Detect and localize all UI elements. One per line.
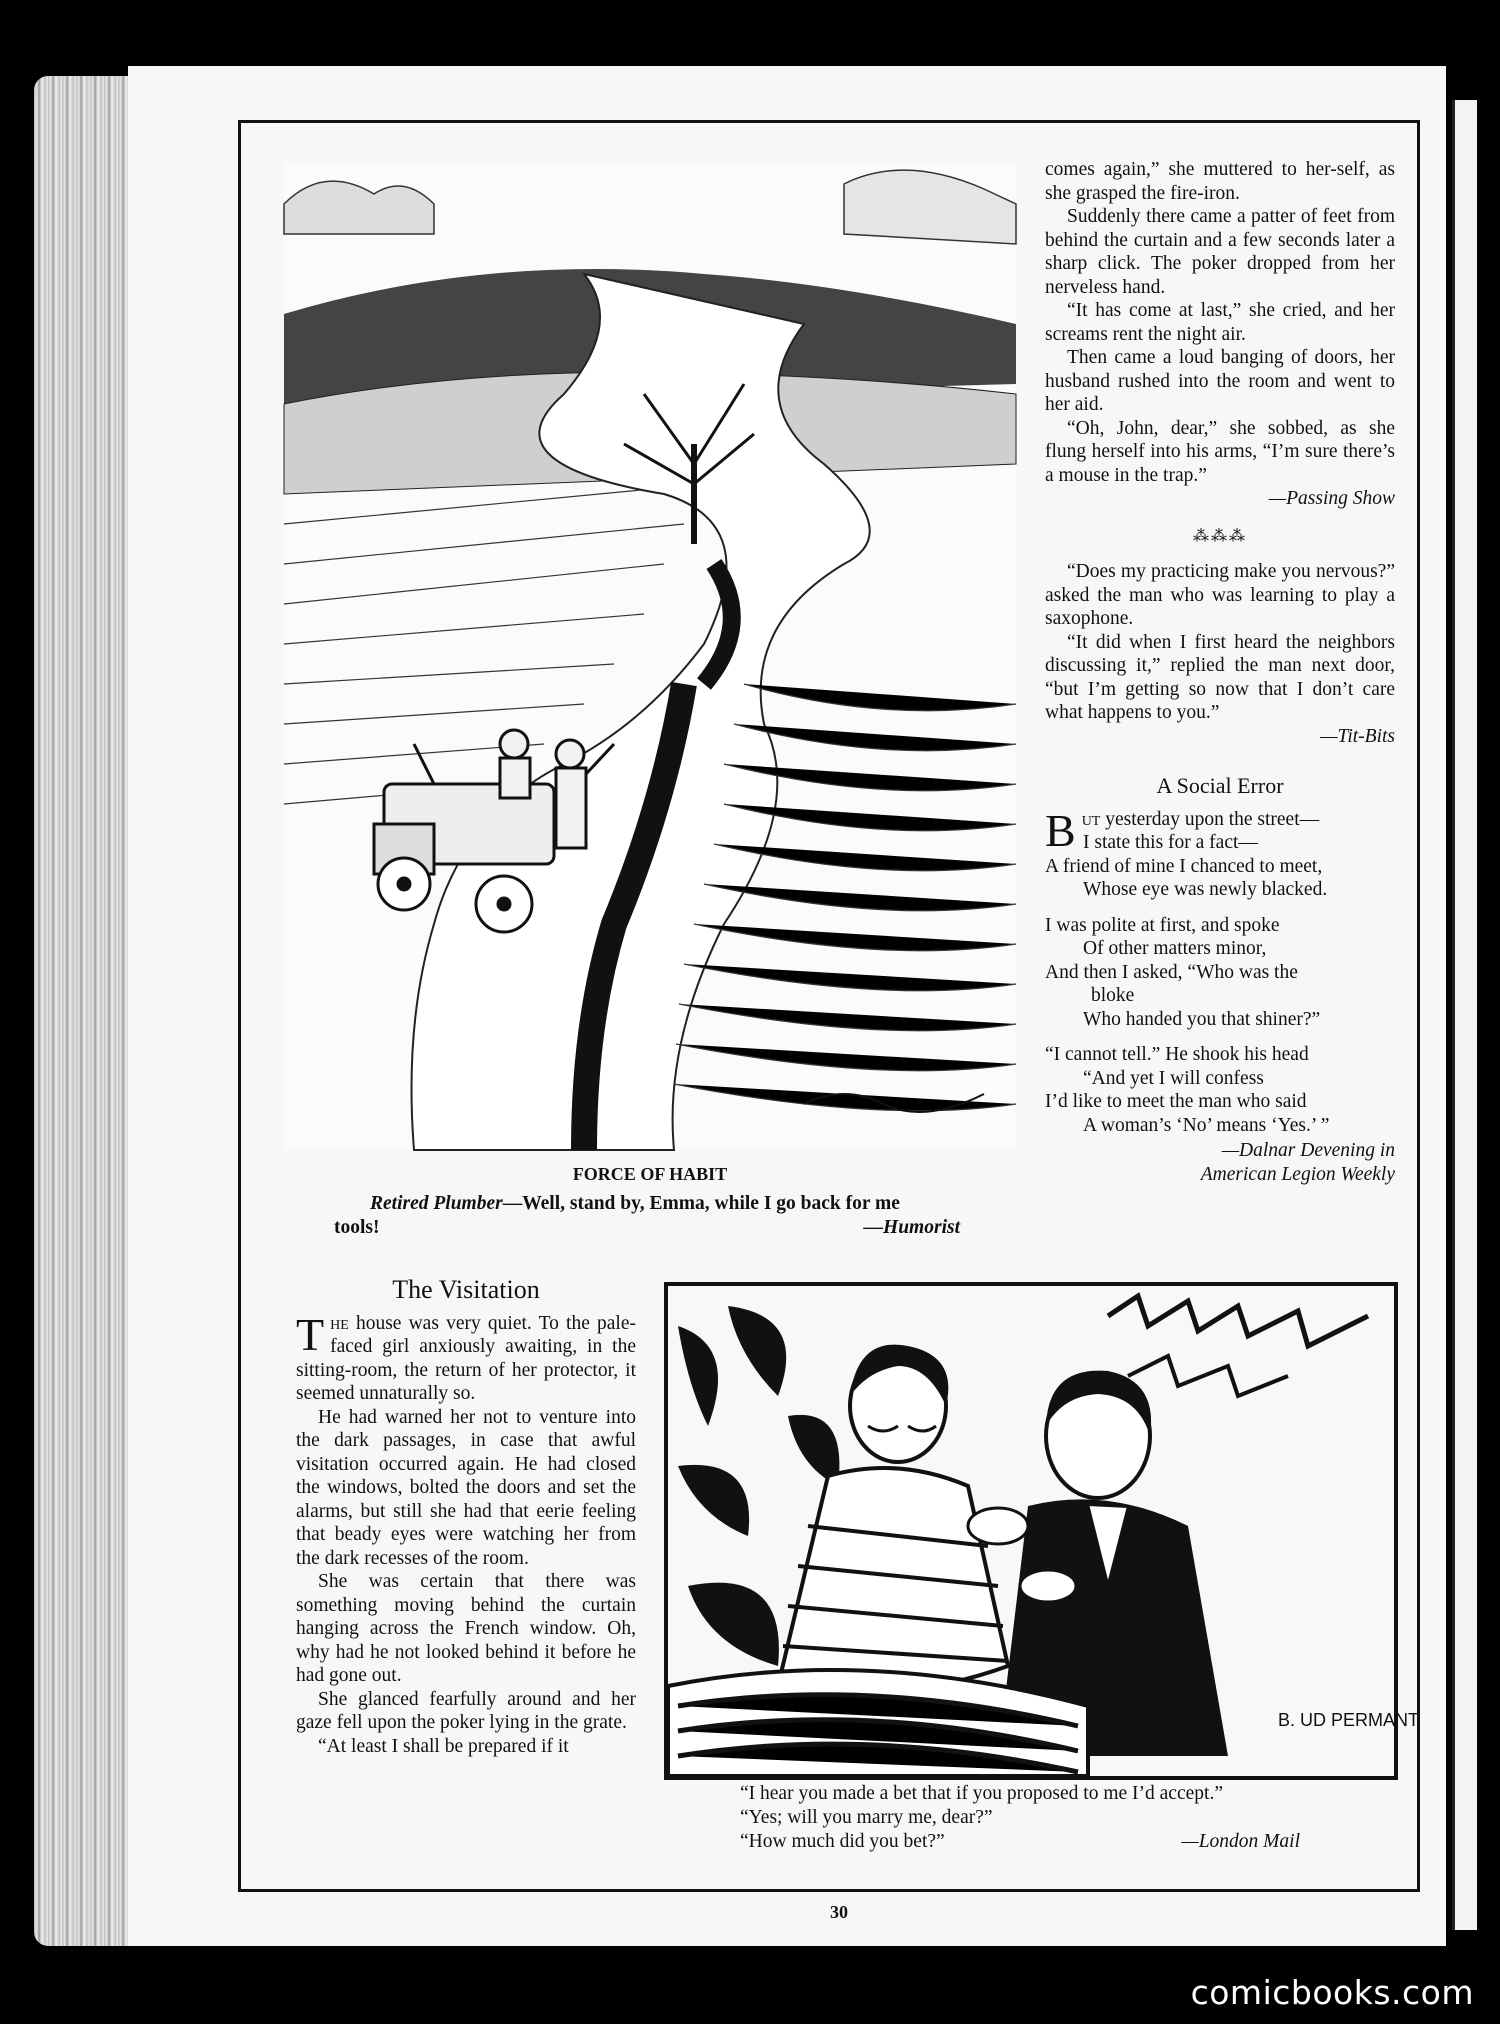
visitation-column — [296, 1275, 636, 1758]
visitation-first-rest: house was very quiet. To the pale-faced girl anxiously awaiting, in the sitting-room, the return of her protector, it seemed unnaturally so. — [296, 1312, 636, 1404]
right-column — [1045, 158, 1395, 1186]
caption-line: “Yes; will you marry me, dear?” — [740, 1807, 993, 1828]
site-watermark: comicbooks.com — [1190, 1973, 1474, 2012]
force-of-habit-caption — [334, 1192, 1000, 1240]
story-continuation-5: “Oh, John, dear,” she sobbed, as she flung herself into his arms, “I’m sure there’s a mouse in the trap.” — [1045, 417, 1395, 486]
story-continuation-2: Suddenly there came a patter of feet from behind the curtain and a few seconds later a sharp click. The poker dropped from her nerveless hand. — [1045, 206, 1395, 298]
poem-line: I state this for a fact— — [1083, 832, 1258, 853]
poem-line: bloke — [1091, 985, 1135, 1006]
poem-attribution-2: American Legion Weekly — [1200, 1163, 1395, 1185]
visitation-paragraph-1 — [296, 1308, 636, 1406]
page-number: 30 — [830, 1902, 848, 1922]
visitation-paragraph: He had warned her not to venture into the dark passages, in case that awful visitation occurred again. He had closed the windows, bolted the doors and set the alarms, but still she had that eerie feeling that beady eyes were watching her from the dark recesses of the room. — [296, 1406, 636, 1569]
caption-line2: tools! — [334, 1217, 380, 1238]
illustration-signature: B. UD PERMANT — [1278, 1710, 1420, 1730]
art-deco-couple-drawing — [668, 1286, 1420, 1776]
poem-line: “I cannot tell.” He shook his head — [1045, 1044, 1309, 1065]
saxophone-joke-1: “Does my practicing make you nervous?” asked the man who was learning to play a saxophone. — [1045, 561, 1395, 629]
poem-line: “And yet I will confess — [1083, 1067, 1264, 1089]
poem-line: A friend of mine I chanced to meet, — [1045, 855, 1323, 877]
poem-line: A woman’s ‘No’ means ‘Yes.’ ” — [1083, 1114, 1330, 1136]
story-continuation-1: comes again,” she muttered to her-self, as she grasped the fire-iron. — [1045, 159, 1395, 204]
poem-line: Whose eye was newly blacked. — [1083, 879, 1328, 900]
poem-body — [1045, 804, 1395, 1187]
proposal-caption — [740, 1782, 1300, 1854]
poem-line: I’d like to meet the man who said — [1045, 1091, 1307, 1112]
poem-line: Who handed you that shiner?” — [1083, 1008, 1321, 1030]
poem-dropcap: B — [1045, 804, 1076, 856]
caption-line: —Well, stand by, Emma, while I go back for me — [502, 1193, 900, 1214]
poem-line-1: yesterday upon the street— — [1105, 808, 1320, 830]
proposal-illustration — [664, 1282, 1420, 1780]
countryside-road-drawing — [284, 164, 1016, 1150]
poem-line: I was polite at first, and spoke — [1045, 914, 1280, 936]
visitation-title: The Visitation — [392, 1275, 540, 1304]
story-continuation-4: Then came a loud banging of doors, her husband rushed into the room and went to her aid. — [1045, 347, 1395, 415]
visitation-paragraph: She was certain that there was something moving behind the curtain hanging across the French window. Oh, why had he not looked behind it before he had gone out. — [296, 1571, 636, 1686]
saxophone-joke-2: “It did when I first heard the neighbors discussing it,” replied the man next door, “but I’m getting so now that I don’t care what happens to you.” — [1045, 631, 1395, 723]
tit-bits-attribution: —Tit-Bits — [1320, 725, 1395, 747]
force-of-habit-illustration — [284, 164, 1016, 1150]
caption-line: “I hear you made a bet that if you proposed to me I’d accept.” — [740, 1783, 1223, 1804]
london-mail-attribution: —London Mail — [1181, 1831, 1300, 1852]
visitation-paragraph: “At least I shall be prepared if it — [318, 1735, 569, 1757]
poem-title: A Social Error — [1156, 773, 1284, 798]
story-continuation-3: “It has come at last,” she cried, and her screams rent the night air. — [1045, 300, 1395, 345]
caption-attribution: —Humorist — [863, 1217, 960, 1238]
visitation-first-smallcaps: he — [330, 1312, 349, 1334]
poem-attribution-1: —Dalnar Devening in — [1221, 1140, 1395, 1161]
section-ornament: ⁂⁂⁂ — [1193, 527, 1247, 545]
poem-first-smallcaps: ut — [1081, 808, 1101, 830]
poem-line: Of other matters minor, — [1083, 938, 1267, 959]
visitation-dropcap: T — [296, 1308, 325, 1360]
force-of-habit-title: FORCE OF HABIT — [572, 1164, 728, 1184]
passing-show-attribution: —Passing Show — [1268, 488, 1395, 509]
facing-page-edge — [1452, 100, 1477, 1930]
visitation-paragraph: She glanced fearfully around and her gaze fell upon the poker lying in the grate. — [296, 1688, 636, 1733]
poem-line: And then I asked, “Who was the — [1045, 961, 1298, 983]
caption-line: “How much did you bet?” — [740, 1831, 945, 1852]
caption-speaker: Retired Plumber — [370, 1193, 503, 1214]
